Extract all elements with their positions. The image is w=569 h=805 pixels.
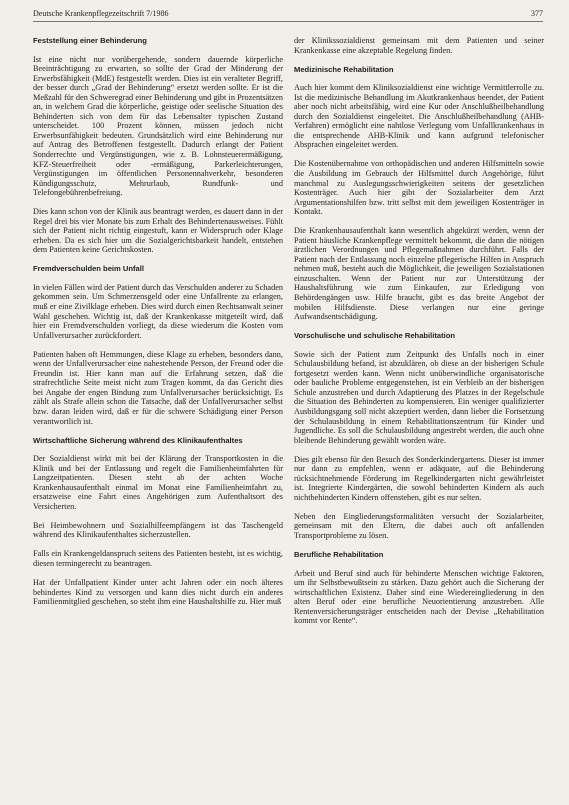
body-paragraph: In vielen Fällen wird der Patient durch das Verschulden anderer zu Schaden gekommen sein. Um Schmerzensgeld oder eine Unfallrente zu erlangen, muß er eine Zivilklage erheben. Dies wird durch einen Rechtsanwalt seiner Wahl geschehen. Wichtig ist, daß der Krankenkasse mitgeteilt wird, daß hier ein Fremdverschulden vorliegt, da diese wiederum die Kosten vom Unfallverursacher zurückfordert. <box>33 282 283 340</box>
body-paragraph: Sowie sich der Patient zum Zeitpunkt des Unfalls noch in einer Schulausbildung befand, ist abzuklären, ob diese an der bisherigen Schule fortgesetzt werden kann. Wenn nicht unüberwindliche organisatorische oder bauliche Probleme entgegenstehen, ist ein Verbleib an der bisherigen Schule anzustreben und durch Adaptierung des Platzes in der Regelschule die Situation des Behinderten zu kompensieren. Ein weniger qualifizierter Ausbildungsgang soll nicht akzeptiert werden, dann lieber die Fortsetzung der Schulausbildung in einem Rehabilitationszentrum für Kinder und Jugendliche. Es soll die Schulausbildung angestrebt werden, die auch ohne bleibende Behinderung gewählt worden wäre. <box>294 349 544 445</box>
body-paragraph: Patienten haben oft Hemmungen, diese Klage zu erheben, besonders dann, wenn der Unfallverursacher eine nahestehende Person, der Freund oder die Freundin ist. Hier kann man auf die Erfahrung setzen, daß die strafrechtliche Seite meist nicht zum Tragen kommt, da das Gericht dies bei Angabe der engen Bindung zum Unfallverursacher berücksichtigt. Es zählt als Strafe allein schon die Tatsache, daß der Unfallverursacher selbst bzw. daran leiden wird, daß er für die schwere Schädigung einer Person verantwortlich ist. <box>33 349 283 426</box>
section-heading: Medizinische Rehabilitation <box>294 64 394 74</box>
body-paragraph: Dies gilt ebenso für den Besuch des Sonderkindergartens. Dieser ist immer nur dann zu empfehlen, wenn er adäquate, auf die Behinderung rücksichtnehmende Förderung im Regelkindergarten nicht gewährleistet ist. Integrierte Kindergärten, die sowohl behinderten Kindern als auch nichtbehinderten Kindern offenstehen, gibt es nur selten. <box>294 454 544 502</box>
body-paragraph: Die Kostenübernahme von orthopädischen und anderen Hilfsmitteln sowie die Ausbildung im Gebrauch der Hilfsmittel durch Angehörige, führt manchmal zu Auslegungsschwierigkeiten seitens der gesetzlichen Kostenträger. Auch hier gibt der Sozialarbeiter dem Arzt Argumentationshilfen bzw. tritt selbst mit dem jeweiligen Kostenträger in Kontakt. <box>294 159 544 217</box>
right-column <box>294 36 544 801</box>
section-heading: Fremdverschulden beim Unfall <box>33 264 144 274</box>
body-paragraph: der Klinikssozialdienst gemeinsam mit dem Patienten und seiner Krankenkasse eine akzeptable Regelung finden. <box>294 36 544 55</box>
section-heading: Vorschulische und schulische Rehabilitation <box>294 331 456 341</box>
page-number: 377 <box>531 9 543 18</box>
body-paragraph: Arbeit und Beruf sind auch für behinderte Menschen wichtige Faktoren, um ihr Selbstbewußtsein zu stärken. Dazu gehört auch die Sicherung der wirtschaftlichen Existenz. Daher sind eine Wiedereingliederung in den alten Beruf oder eine berufliche Neuorientierung anzustreben. Alle Rentenversicherungsträger entscheiden nach der Devise „Rehabilitation kommt vor Rente“. <box>294 568 544 626</box>
section-heading: Feststellung einer Behinderung <box>33 36 147 45</box>
body-paragraph: Dies kann schon von der Klinik aus beantragt werden, es dauert dann in der Regel drei bis vier Monate bis zum Erhalt des Behindertenausweises. Fühlt sich der Patient nicht richtig eingestuft, kann er Widerspruch oder Klage erheben. Da es sich hier um die Sozialgerichtsbarkeit handelt, entstehen dem Patienten keine Gerichtskosten. <box>33 207 283 255</box>
body-paragraph: Bei Heimbewohnern und Sozialhilfeempfängern ist das Taschengeld während des Klinikaufenthaltes sicherzustellen. <box>33 520 283 540</box>
body-paragraph: Der Sozialdienst wirkt mit bei der Klärung der Transportkosten in die Klinik und bei der Entlassung und regelt die Familienheimfahrten für Langzeitpatienten. Diesen steht ab der achten Woche Krankenhausaufenthalt einmal im Monat eine Familienheimfahrt zu, ersatzweise eine Fahrt eines Angehörigen zum Aufenthaltsort des Versicherten. <box>33 454 283 511</box>
journal-title: Deutsche Krankenpflegezeitschrift 7/1986 <box>33 9 169 18</box>
left-column <box>33 36 283 801</box>
body-paragraph: Hat der Unfallpatient Kinder unter acht Jahren oder ein noch älteres behindertes Kind zu versorgen und kann dies nicht durch ein anderes Familienmitglied geschehen, so steht ihm eine Haushaltshilfe zu. Hier muß <box>33 578 283 607</box>
section-heading: Berufliche Rehabilitation <box>294 550 384 560</box>
body-paragraph: Ist eine nicht nur vorübergehende, sondern dauernde körperliche Beeinträchtigung zu erwarten, so sollte der Grad der Minderung der Erwerbsfähigkeit (MdE) festgestellt werden. Dies ist ein veralteter Begriff, der besser durch „Grad der Behinderung“ ersetzt werden sollte. Er ist die Meßzahl für den Schweregrad einer Behinderung und gibt in Prozentsätzen an, in welchem Grad die körperliche, geistige oder seelische Situation des Behinderten sich von dem für das Lebensalter typischen Zustand unterscheidet. 100 Prozent können, müssen jedoch nicht Erwerbsunfähigkeit bedeuten. Grundsätzlich wird eine Behinderung nur auf Antrag des Betroffenen festgestellt. Dadurch erlangt der Patient Sonderrechte und Vergünstigungen, wie z. B. Lohnsteuerermäßigung, KFZ-Steuerfreiheit oder -ermäßigung, Parkerleichterungen, Vergünstigungen im öffentlichen Personennahverkehr, besonderen Kündigungsschutz, Mehrurlaub, Rundfunk- und Telefongebührenbefreiung. <box>33 54 283 198</box>
section-heading: Wirtschaftliche Sicherung während des Klinikaufenthaltes <box>33 435 243 445</box>
body-paragraph: Neben den Eingliederungsformalitäten versucht der Sozialarbeiter, gemeinsam mit den Eltern, die dabei auch oft anfallenden Transportprobleme zu lösen. <box>294 511 544 540</box>
body-paragraph: Falls ein Krankengeldanspruch seitens des Patienten besteht, ist es wichtig, diesen termingerecht zu beantragen. <box>33 549 283 569</box>
body-paragraph: Die Krankenhausaufenthalt kann wesentlich abgekürzt werden, wenn der Patient häusliche Krankenpflege vermittelt bekommt, die dann die nötigen ärztlichen Verordnungen und Pflegemaßnahmen durchführt. Falls der Patient nach der Entlassung noch einzelne pflegerische Hilfen in Anspruch nehmen muß, besteht auch die Möglichkeit, die jeweiligen Sozialstationen einzuschalten. Wenn der Patient nur zur Unterstützung der Haushaltsführung wie zum Einkaufen, zur Erledigung von Behördengängen usw. Hilfe braucht, gibt es das breite Angebot der mobilen Hilfsdienste. Diese verlangen nur eine geringe Aufwandsentschädigung. <box>294 226 544 322</box>
body-paragraph: Auch hier kommt dem Kliniksozialdienst eine wichtige Vermittlerrolle zu. Ist die medizinische Behandlung im Akutkrankenhaus beendet, der Patient aber noch nicht arbeitsfähig, wird eine Kur oder Anschlußheilbehandlung durch den Sozialdienst eingeleitet. Die Anschlußheilbehandlung (AHB-Verfahren) ermöglicht eine nahtlose Verlegung vom Unfallkrankenhaus in die entsprechende AHB-Klinik und kann aufgrund telefonischer Absprachen eingeleitet werden. <box>294 83 544 150</box>
page-header <box>33 7 543 22</box>
